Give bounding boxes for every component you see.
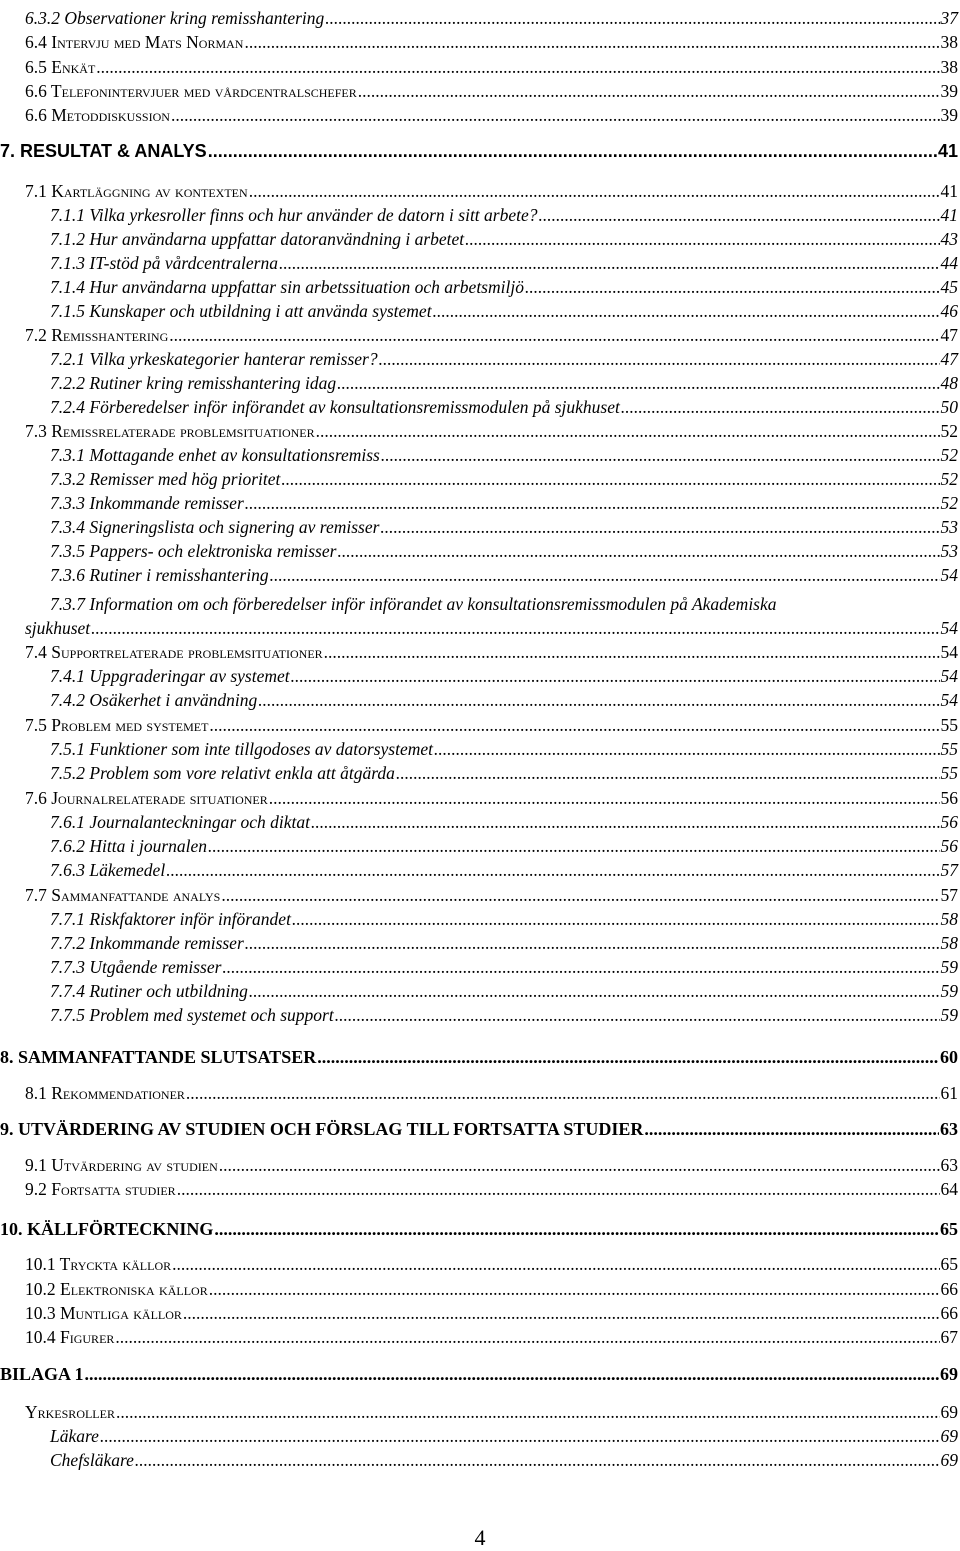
toc-entry[interactable] xyxy=(25,1278,958,1300)
toc-entry[interactable] xyxy=(50,689,958,711)
toc-entry-title: 7.7.2 Inkommande remisser xyxy=(50,933,244,953)
toc-entry[interactable] xyxy=(25,884,958,906)
toc-entry[interactable] xyxy=(25,7,958,29)
toc-entry-title: 7.4 Supportrelaterade problemsituationer xyxy=(25,642,323,662)
toc-entry-page: 54 xyxy=(940,618,958,638)
toc-entry[interactable] xyxy=(50,835,958,857)
toc-entry[interactable] xyxy=(50,516,958,538)
toc-leader-dots xyxy=(85,1363,939,1385)
toc-entry-page: 65 xyxy=(940,1254,958,1274)
toc-entry[interactable] xyxy=(25,1302,958,1324)
toc-entry[interactable] xyxy=(50,932,958,954)
toc-leader-dots xyxy=(539,204,940,226)
toc-entry[interactable] xyxy=(50,228,958,250)
toc-entry[interactable] xyxy=(50,665,958,687)
toc-entry-page: 55 xyxy=(940,763,958,783)
toc-entry-title: 7.2.1 Vilka yrkeskategorier hanterar remisser? xyxy=(50,349,378,369)
toc-entry-title: 7.2 Remisshantering xyxy=(25,325,169,345)
toc-leader-dots xyxy=(337,540,939,562)
toc-leader-dots xyxy=(379,348,940,370)
toc-entry-title: 7. RESULTAT & ANALYS xyxy=(0,141,207,161)
toc-entry[interactable] xyxy=(50,492,958,514)
toc-entry[interactable] xyxy=(25,714,958,736)
toc-entry-page: 55 xyxy=(940,739,958,759)
toc-entry-page: 38 xyxy=(940,57,958,77)
toc-entry-title: 7.1.5 Kunskaper och utbildning i att använda systemet xyxy=(50,301,432,321)
toc-entry-page: 66 xyxy=(940,1303,958,1323)
toc-entry-page: 69 xyxy=(940,1364,958,1384)
toc-entry-title: 10.2 Elektroniska källor xyxy=(25,1279,208,1299)
toc-entry-title: 7.2.2 Rutiner kring remisshantering idag xyxy=(50,373,337,393)
toc-entry-title: 7.6 Journalrelaterade situationer xyxy=(25,788,268,808)
toc-entry-page: 59 xyxy=(940,1005,958,1025)
toc-leader-dots xyxy=(96,56,939,78)
toc-entry-page: 63 xyxy=(940,1155,958,1175)
toc-entry[interactable] xyxy=(25,1178,958,1200)
toc-entry-page: 54 xyxy=(940,565,958,585)
toc-leader-dots xyxy=(244,31,939,53)
toc-entry[interactable] xyxy=(50,762,958,784)
toc-entry-page: 58 xyxy=(940,933,958,953)
toc-entry[interactable] xyxy=(25,1253,958,1275)
toc-entry-title: 8.1 Rekommendationer xyxy=(25,1083,185,1103)
toc-entry[interactable] xyxy=(25,1326,958,1348)
toc-entry[interactable] xyxy=(25,641,958,663)
toc-entry-page: 67 xyxy=(940,1327,958,1347)
toc-entry[interactable] xyxy=(50,811,958,833)
toc-leader-dots xyxy=(465,228,939,250)
toc-leader-dots xyxy=(279,252,940,274)
toc-leader-dots xyxy=(291,665,940,687)
toc-entry[interactable] xyxy=(25,31,958,53)
toc-entry-title: 7.3.6 Rutiner i remisshantering xyxy=(50,565,269,585)
toc-leader-dots xyxy=(222,956,939,978)
toc-entry-title: 9. UTVÄRDERING AV STUDIEN OCH FÖRSLAG TILL FORTSATTA STUDIER xyxy=(0,1119,644,1139)
toc-entry-page: 61 xyxy=(940,1083,958,1103)
toc-entry-title: 7.3.3 Inkommande remisser xyxy=(50,493,244,513)
toc-entry-page: 59 xyxy=(940,981,958,1001)
toc-entry[interactable] xyxy=(25,80,958,102)
toc-leader-dots xyxy=(621,396,940,418)
toc-entry[interactable] xyxy=(50,1425,958,1447)
toc-entry-title: 7.1.4 Hur användarna uppfattar sin arbetssituation och arbetsmiljö xyxy=(50,277,524,297)
toc-leader-dots xyxy=(245,932,940,954)
toc-leader-dots xyxy=(325,7,939,29)
toc-entry-page: 47 xyxy=(940,325,958,345)
page-number: 4 xyxy=(474,1525,486,1550)
toc-entry-title: sjukhuset xyxy=(25,618,91,638)
toc-entry[interactable] xyxy=(25,104,958,126)
toc-entry[interactable] xyxy=(50,300,958,322)
toc-entry[interactable] xyxy=(25,1401,958,1423)
toc-entry-title: 6.5 Enkät xyxy=(25,57,96,77)
toc-leader-dots xyxy=(177,1178,940,1200)
toc-entry-page: 64 xyxy=(940,1179,958,1199)
toc-leader-dots xyxy=(183,1302,940,1324)
toc-entry-page: 53 xyxy=(940,541,958,561)
toc-leader-dots xyxy=(434,738,939,760)
toc-entry-title: 6.6 Telefonintervjuer med vårdcentralschefer xyxy=(25,81,357,101)
toc-entry-page: 56 xyxy=(940,836,958,856)
toc-entry-title: 10. KÄLLFÖRTECKNING xyxy=(0,1219,214,1239)
toc-leader-dots xyxy=(270,564,940,586)
toc-entry[interactable] xyxy=(50,980,958,1002)
toc-entry[interactable] xyxy=(50,593,958,615)
toc-entry-title: 10.1 Tryckta källor xyxy=(25,1254,172,1274)
toc-entry-title: 7.3.2 Remisser med hög prioritet xyxy=(50,469,281,489)
toc-entry-page: 41 xyxy=(940,205,958,225)
toc-entry-page: 58 xyxy=(940,909,958,929)
toc-entry[interactable] xyxy=(25,1082,958,1104)
toc-leader-dots xyxy=(219,1154,940,1176)
toc-entry-page: 55 xyxy=(940,715,958,735)
toc-leader-dots xyxy=(209,714,939,736)
toc-entry-title: 7.7.1 Riskfaktorer inför införandet xyxy=(50,909,291,929)
toc-leader-dots xyxy=(380,516,939,538)
toc-entry-page: 66 xyxy=(940,1279,958,1299)
toc-entry[interactable] xyxy=(25,787,958,809)
toc-entry[interactable] xyxy=(50,859,958,881)
toc-entry-page: 65 xyxy=(940,1219,958,1239)
toc-leader-dots xyxy=(115,1326,939,1348)
toc-leader-dots xyxy=(358,80,940,102)
toc-leader-dots xyxy=(91,617,939,639)
toc-entry[interactable] xyxy=(50,908,958,930)
toc-entry-page: 56 xyxy=(940,812,958,832)
toc-leader-dots xyxy=(245,492,940,514)
toc-entry-title: 6.6 Metoddiskussion xyxy=(25,105,170,125)
toc-entry[interactable] xyxy=(0,1046,958,1068)
toc-entry-title: 7.7.5 Problem med systemet och support xyxy=(50,1005,334,1025)
toc-leader-dots xyxy=(100,1425,940,1447)
toc-entry-page: 38 xyxy=(940,32,958,52)
toc-entry-title: 7.1.2 Hur användarna uppfattar datoranvändning i arbetet xyxy=(50,229,465,249)
toc-leader-dots xyxy=(209,1278,940,1300)
toc-entry-title: 7.3.7 Information om och förberedelser inför införandet av konsultationsremissmodulen på Akademiska xyxy=(50,594,777,614)
toc-entry-title: 7.3.1 Mottagande enhet av konsultationsremiss xyxy=(50,445,380,465)
toc-entry-title: 7.6.3 Läkemedel xyxy=(50,860,166,880)
toc-leader-dots xyxy=(644,1118,939,1140)
toc-entry-title: 7.7 Sammanfattande analys xyxy=(25,885,221,905)
toc-entry-page: 52 xyxy=(940,445,958,465)
toc-entry-title: 7.6.1 Journalanteckningar och diktat xyxy=(50,812,311,832)
toc-entry-title: Läkare xyxy=(50,1426,99,1446)
toc-entry-title: 9.2 Fortsatta studier xyxy=(25,1179,176,1199)
toc-entry-title: 7.4.1 Uppgraderingar av systemet xyxy=(50,666,290,686)
toc-entry-title: 7.5 Problem med systemet xyxy=(25,715,209,735)
toc-entry-page: 50 xyxy=(940,397,958,417)
toc-leader-dots xyxy=(169,324,939,346)
toc-entry-page: 54 xyxy=(940,642,958,662)
toc-leader-dots xyxy=(208,835,939,857)
toc-leader-dots xyxy=(396,762,940,784)
toc-entry-title: 7.7.3 Utgående remisser xyxy=(50,957,222,977)
toc-leader-dots xyxy=(221,884,939,906)
toc-entry-page: 69 xyxy=(940,1450,958,1470)
toc-entry-page: 44 xyxy=(940,253,958,273)
toc-entry-title: 7.2.4 Förberedelser inför införandet av konsultationsremissmodulen på sjukhuset xyxy=(50,397,620,417)
toc-entry-page: 54 xyxy=(940,666,958,686)
toc-leader-dots xyxy=(292,908,940,930)
toc-entry[interactable] xyxy=(50,956,958,978)
toc-entry-title: BILAGA 1 xyxy=(0,1364,84,1384)
toc-entry[interactable] xyxy=(50,1004,958,1026)
toc-entry[interactable] xyxy=(0,1118,958,1140)
toc-leader-dots xyxy=(258,689,939,711)
toc-entry[interactable] xyxy=(50,204,958,226)
toc-leader-dots xyxy=(166,859,939,881)
toc-entry-page: 52 xyxy=(940,421,958,441)
toc-entry[interactable] xyxy=(50,372,958,394)
toc-entry[interactable] xyxy=(25,617,958,639)
toc-entry-title: 10.4 Figurer xyxy=(25,1327,115,1347)
toc-entry[interactable] xyxy=(50,738,958,760)
toc-entry-page: 56 xyxy=(940,788,958,808)
toc-entry-page: 53 xyxy=(940,517,958,537)
toc-entry[interactable] xyxy=(25,180,958,202)
toc-entry[interactable] xyxy=(0,140,958,162)
toc-entry-title: 7.1.1 Vilka yrkesroller finns och hur använder de datorn i sitt arbete? xyxy=(50,205,538,225)
toc-leader-dots xyxy=(433,300,940,322)
toc-entry[interactable] xyxy=(50,1449,958,1471)
toc-entry-page: 57 xyxy=(940,885,958,905)
toc-entry[interactable] xyxy=(50,252,958,274)
toc-leader-dots xyxy=(311,811,939,833)
toc-entry-title: 7.6.2 Hitta i journalen xyxy=(50,836,208,856)
toc-entry-title: 7.7.4 Rutiner och utbildning xyxy=(50,981,248,1001)
toc-leader-dots xyxy=(381,444,940,466)
toc-entry-title: 7.5.1 Funktioner som inte tillgodoses av datorsystemet xyxy=(50,739,434,759)
toc-entry-page: 60 xyxy=(940,1047,958,1067)
toc-entry[interactable] xyxy=(25,56,958,78)
toc-entry-title: 7.4.2 Osäkerhet i användning xyxy=(50,690,258,710)
toc-entry[interactable] xyxy=(50,444,958,466)
toc-entry-page: 43 xyxy=(940,229,958,249)
toc-leader-dots xyxy=(317,1046,939,1068)
toc-leader-dots xyxy=(249,980,940,1002)
toc-leader-dots xyxy=(335,1004,940,1026)
toc-entry[interactable] xyxy=(50,468,958,490)
toc-entry-page: 48 xyxy=(940,373,958,393)
toc-leader-dots xyxy=(116,1401,940,1423)
toc-entry-title: 7.1 Kartläggning av kontexten xyxy=(25,181,248,201)
toc-entry-page: 57 xyxy=(940,860,958,880)
toc-entry-title: 8. SAMMANFATTANDE SLUTSATSER xyxy=(0,1047,317,1067)
toc-entry-title: 7.3.4 Signeringslista och signering av remisser xyxy=(50,517,380,537)
toc-leader-dots xyxy=(337,372,939,394)
toc-entry[interactable] xyxy=(25,324,958,346)
toc-entry[interactable] xyxy=(50,276,958,298)
toc-entry-page: 41 xyxy=(937,141,958,161)
toc-entry-title: 7.1.3 IT-stöd på vårdcentralerna xyxy=(50,253,278,273)
toc-leader-dots xyxy=(135,1449,940,1471)
toc-leader-dots xyxy=(324,641,940,663)
toc-entry-page: 45 xyxy=(940,277,958,297)
toc-entry-page: 52 xyxy=(940,493,958,513)
toc-leader-dots xyxy=(172,1253,939,1275)
toc-entry-title: Yrkesroller xyxy=(25,1402,115,1422)
toc-entry-title: 7.3 Remissrelaterade problemsituationer xyxy=(25,421,315,441)
toc-leader-dots xyxy=(525,276,940,298)
toc-entry-title: 6.3.2 Observationer kring remisshantering xyxy=(25,8,325,28)
toc-entry-page: 59 xyxy=(940,957,958,977)
toc-entry[interactable] xyxy=(0,1218,958,1240)
toc-leader-dots xyxy=(316,420,940,442)
toc-entry-title: 9.1 Utvärdering av studien xyxy=(25,1155,218,1175)
toc-entry[interactable] xyxy=(50,540,958,562)
toc-entry-page: 63 xyxy=(940,1119,958,1139)
toc-entry-title: 7.3.5 Pappers- och elektroniska remisser xyxy=(50,541,337,561)
toc-entry[interactable] xyxy=(50,564,958,586)
toc-leader-dots xyxy=(171,104,940,126)
toc-entry-page: 39 xyxy=(940,81,958,101)
toc-entry[interactable] xyxy=(25,1154,958,1176)
toc-leader-dots xyxy=(269,787,940,809)
toc-entry-title: Chefsläkare xyxy=(50,1450,134,1470)
toc-leader-dots xyxy=(186,1082,940,1104)
toc-entry-page: 47 xyxy=(940,349,958,369)
toc-entry[interactable] xyxy=(50,396,958,418)
toc-entry-title: 6.4 Intervju med Mats Norman xyxy=(25,32,244,52)
toc-entry-page: 46 xyxy=(940,301,958,321)
toc-leader-dots xyxy=(281,468,939,490)
toc-entry[interactable] xyxy=(50,348,958,370)
toc-entry-page: 69 xyxy=(940,1426,958,1446)
toc-leader-dots xyxy=(249,180,940,202)
toc-entry-page: 37 xyxy=(940,8,958,28)
toc-entry[interactable] xyxy=(25,420,958,442)
toc-entry-title: 10.3 Muntliga källor xyxy=(25,1303,182,1323)
toc-entry-title: 7.5.2 Problem som vore relativt enkla att åtgärda xyxy=(50,763,395,783)
toc-leader-dots xyxy=(214,1218,939,1240)
toc-entry-page: 52 xyxy=(940,469,958,489)
toc-leader-dots xyxy=(208,140,937,162)
toc-entry-page: 69 xyxy=(940,1402,958,1422)
toc-entry-page: 54 xyxy=(940,690,958,710)
toc-entry[interactable] xyxy=(0,1363,958,1385)
toc-entry-page: 39 xyxy=(940,105,958,125)
toc-entry-page: 41 xyxy=(940,181,958,201)
